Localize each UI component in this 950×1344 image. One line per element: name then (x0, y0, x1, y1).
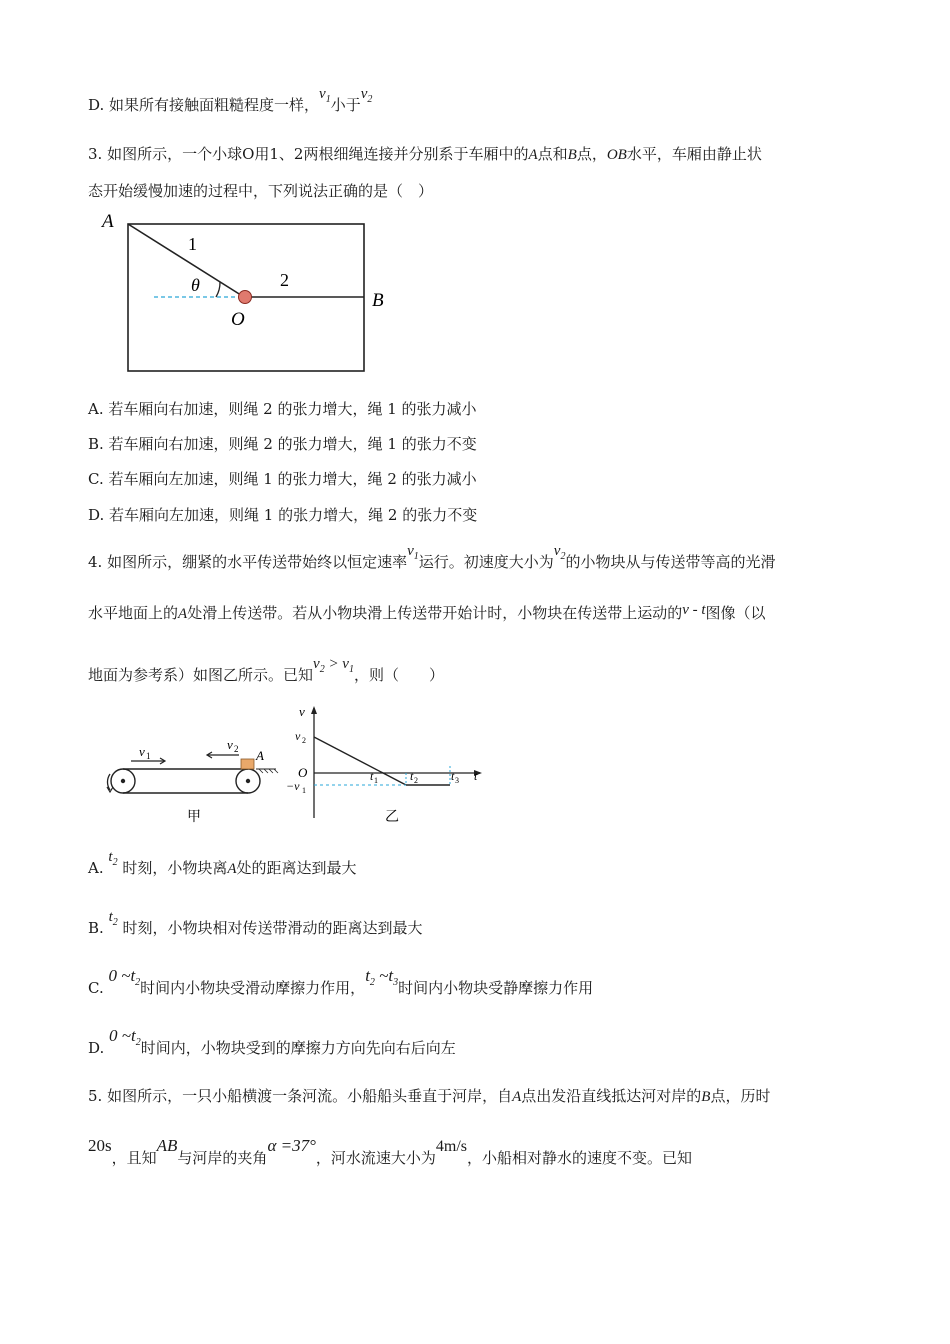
svg-text:v: v (139, 744, 145, 759)
q4-figure-jia (96, 730, 286, 830)
label-theta: θ (191, 275, 200, 295)
q3-option-b: B. 若车厢向右加速，则绳 2 的张力增大，绳 1 的张力不变 (88, 435, 477, 453)
svg-text:−v: −v (286, 779, 300, 793)
q3-option-a: A. 若车厢向右加速，则绳 2 的张力增大，绳 1 的张力减小 (88, 400, 477, 418)
ball-o (239, 291, 252, 304)
svg-text:t: t (451, 769, 455, 783)
q5-stem-line1: 5. 如图所示，一只小船横渡一条河流。小船船头垂直于河岸，自A点出发沿直线抵达河对岸的B点，历时 (88, 1087, 771, 1105)
rope-1 (128, 224, 244, 297)
q2-option-d: D. 如果所有接触面粗糙程度一样，$v_1$小于$v_2$ (88, 86, 373, 114)
q4-option-b: B. $t_2$ 时刻，小物块相对传送带滑动的距离达到最大 (88, 909, 423, 937)
svg-text:2: 2 (234, 744, 239, 754)
label-o: O (231, 309, 245, 330)
svg-text:v: v (295, 729, 301, 743)
svg-text:2: 2 (414, 776, 418, 785)
block-a (241, 759, 254, 769)
svg-text:A: A (256, 748, 264, 763)
q3-stem-line1: 3. 如图所示，一个小球O用1、2两根细绳连接并分别系于车厢中的A点和B点，OB水平，车厢由静止状 (88, 145, 762, 163)
q4-option-a: A. $t_2$ 时刻，小物块离A处的距离达到最大 (88, 849, 357, 877)
q4-option-d: D. 0 $\sim t_2$时间内，小物块受到的摩擦力方向先向右后向左 (88, 1026, 456, 1057)
svg-text:2: 2 (302, 736, 306, 745)
vt-line (314, 737, 406, 785)
svg-text:1: 1 (374, 776, 378, 785)
label-rope1: 1 (188, 234, 197, 254)
q4-option-c: C. 0 $\sim t_2$时间内小物块受滑动摩擦力作用，$t_2$ $\sim t_3$时间内小物块受静摩擦力作用 (88, 966, 594, 997)
svg-text:1: 1 (302, 786, 306, 795)
q3-option-c: C. 若车厢向左加速，则绳 1 的张力增大，绳 2 的张力减小 (88, 470, 477, 488)
svg-text:3: 3 (455, 776, 459, 785)
svg-text:1: 1 (146, 751, 151, 761)
svg-text:t: t (410, 769, 414, 783)
q4-stem-line3: 地面为参考系）如图乙所示。已知$v_2 > v_1$，则（ ） (88, 656, 444, 684)
svg-text:t: t (474, 769, 478, 783)
theta-arc (216, 282, 220, 297)
q3-figure (98, 208, 398, 378)
svg-text:v: v (227, 737, 233, 752)
label-rope2: 2 (280, 270, 289, 290)
q4-figure-yi (284, 700, 494, 830)
svg-text:O: O (298, 765, 308, 780)
q3-stem-line2: 态开始缓慢加速的过程中，下列说法正确的是（ ） (88, 182, 434, 200)
label-a: A (102, 211, 114, 232)
q5-stem-line2: 20s，且知AB与河岸的夹角α =37°，河水流速大小为4m/s，小船相对静水的速度不变。已知 (88, 1136, 693, 1167)
label-b: B (372, 290, 384, 311)
svg-text:t: t (370, 769, 374, 783)
svg-text:v: v (299, 704, 305, 719)
q3-option-d: D. 若车厢向左加速，则绳 1 的张力增大，绳 2 的张力不变 (88, 506, 478, 524)
q4-stem-line1: 4. 如图所示，绷紧的水平传送带始终以恒定速率$v_1$运行。初速度大小为$v_2$的小物块从与传送带等高的光滑 (88, 543, 776, 571)
q4-stem-line2: 水平地面上的A处滑上传送带。若从小物块滑上传送带开始计时，小物块在传送带上运动的v - t图像（以 (88, 602, 766, 622)
svg-text:乙: 乙 (385, 810, 399, 825)
svg-text:甲: 甲 (187, 810, 201, 825)
